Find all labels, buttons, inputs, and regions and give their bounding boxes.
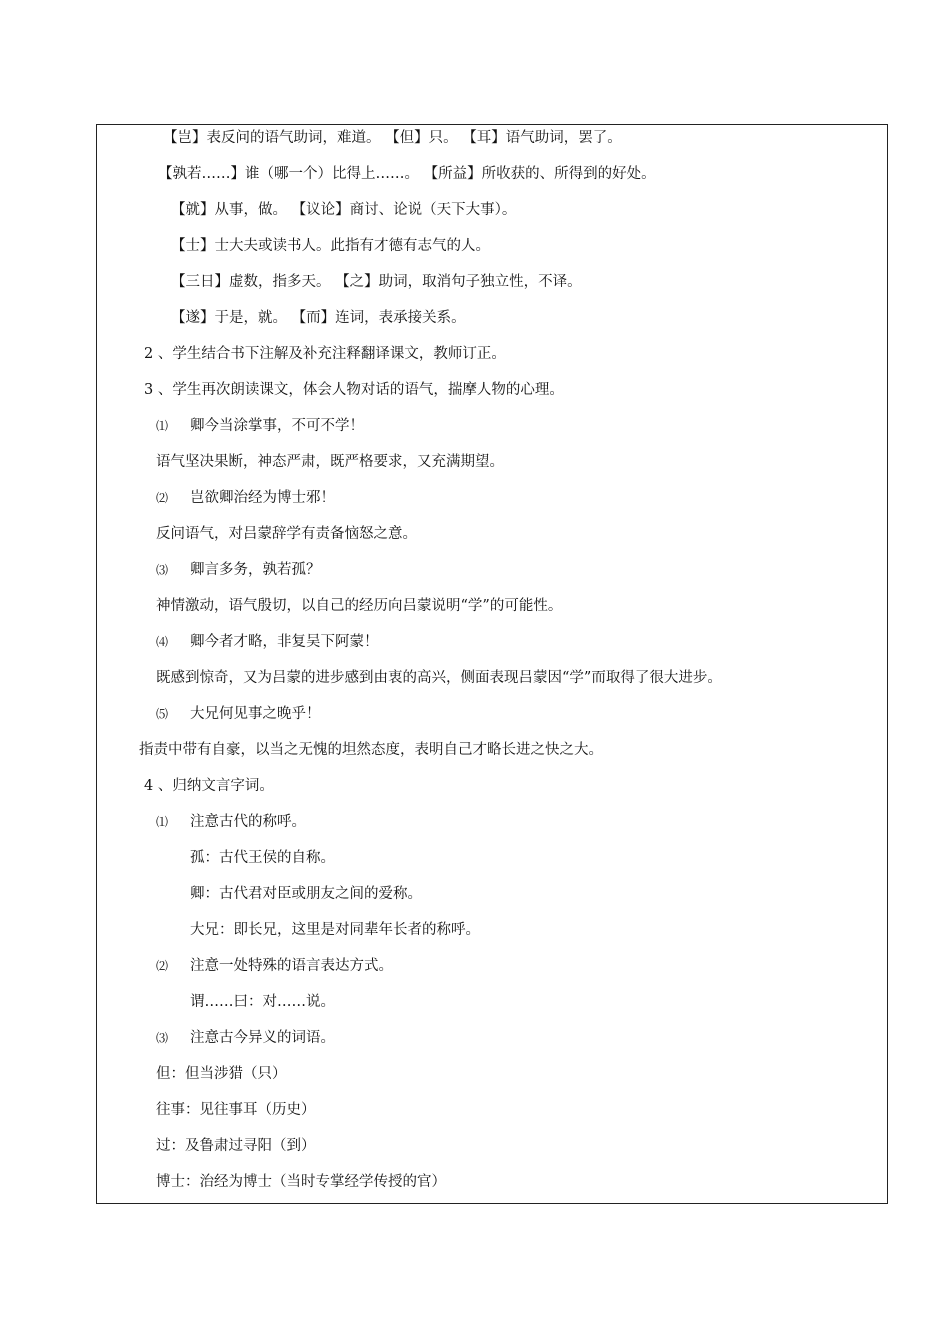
numbered-item [156, 956, 393, 976]
text-line: 往事：见往事耳（历史） [156, 1102, 316, 1118]
item-text: 注意古代的称呼。 [190, 814, 306, 830]
item-marker: ⑵ [156, 959, 169, 973]
item-marker: ⑶ [156, 1031, 169, 1045]
item-text: 卿今者才略，非复吴下阿蒙！ [190, 634, 379, 650]
numbered-item [156, 812, 306, 832]
item-text: 卿言多务，孰若孤？ [190, 562, 321, 578]
numbered-item [156, 560, 321, 580]
text-line: 【三日】虚数，指多天。 【之】助词，取消句子独立性，不译。 [171, 274, 582, 290]
text-line: 3 、学生再次朗读课文，体会人物对话的语气，揣摩人物的心理。 [144, 382, 564, 398]
item-text: 卿今当涂掌事，不可不学！ [190, 418, 364, 434]
text-line: 谓……曰：对……说。 [190, 994, 335, 1010]
text-line: 大兄：即长兄，这里是对同辈年长者的称呼。 [190, 922, 480, 938]
numbered-item [156, 488, 335, 508]
text-line: 【遂】于是，就。 【而】连词，表承接关系。 [171, 310, 466, 326]
item-marker: ⑶ [156, 563, 169, 577]
text-line: 既感到惊奇，又为吕蒙的进步感到由衷的高兴，侧面表现吕蒙因“学”而取得了很大进步。 [156, 670, 722, 686]
text-line: 反问语气，对吕蒙辞学有责备恼怒之意。 [156, 526, 417, 542]
item-marker: ⑷ [156, 635, 169, 649]
item-marker: ⑵ [156, 491, 169, 505]
text-line: 【就】从事，做。 【议论】商讨、论说（天下大事）。 [171, 202, 517, 218]
text-line: 博士：治经为博士（当时专掌经学传授的官） [156, 1174, 446, 1190]
item-text: 注意一处特殊的语言表达方式。 [190, 958, 393, 974]
text-line: 2 、学生结合书下注解及补充注释翻译课文，教师订正。 [144, 346, 506, 362]
numbered-item [156, 632, 379, 652]
text-line: 卿：古代君对臣或朋友之间的爱称。 [190, 886, 422, 902]
text-line: 过：及鲁肃过寻阳（到） [156, 1138, 316, 1154]
item-text: 注意古今异义的词语。 [190, 1030, 335, 1046]
text-line: 4 、归纳文言字词。 [144, 778, 274, 794]
item-marker: ⑴ [156, 419, 169, 433]
item-text: 大兄何见事之晚乎！ [190, 706, 321, 722]
numbered-item [156, 416, 364, 436]
text-line: 孤：古代王侯的自称。 [190, 850, 335, 866]
item-text: 岂欲卿治经为博士邪！ [190, 490, 335, 506]
item-marker: ⑴ [156, 815, 169, 829]
numbered-item [156, 704, 321, 724]
text-line: 语气坚决果断，神态严肃，既严格要求，又充满期望。 [156, 454, 504, 470]
text-line: 但：但当涉猎（只） [156, 1066, 287, 1082]
text-line: 【士】士大夫或读书人。此指有才德有志气的人。 [171, 238, 490, 254]
numbered-item [156, 1028, 335, 1048]
item-marker: ⑸ [156, 707, 169, 721]
text-line: 【孰若……】谁（哪一个）比得上……。 【所益】所收获的、所得到的好处。 [158, 166, 656, 182]
text-line: 指责中带有自豪，以当之无愧的坦然态度，表明自己才略长进之快之大。 [139, 742, 603, 758]
text-line: 【岂】表反问的语气助词，难道。 【但】只。 【耳】语气助词，罢了。 [163, 130, 622, 146]
text-line: 神情激动，语气殷切，以自己的经历向吕蒙说明“学”的可能性。 [156, 598, 563, 614]
